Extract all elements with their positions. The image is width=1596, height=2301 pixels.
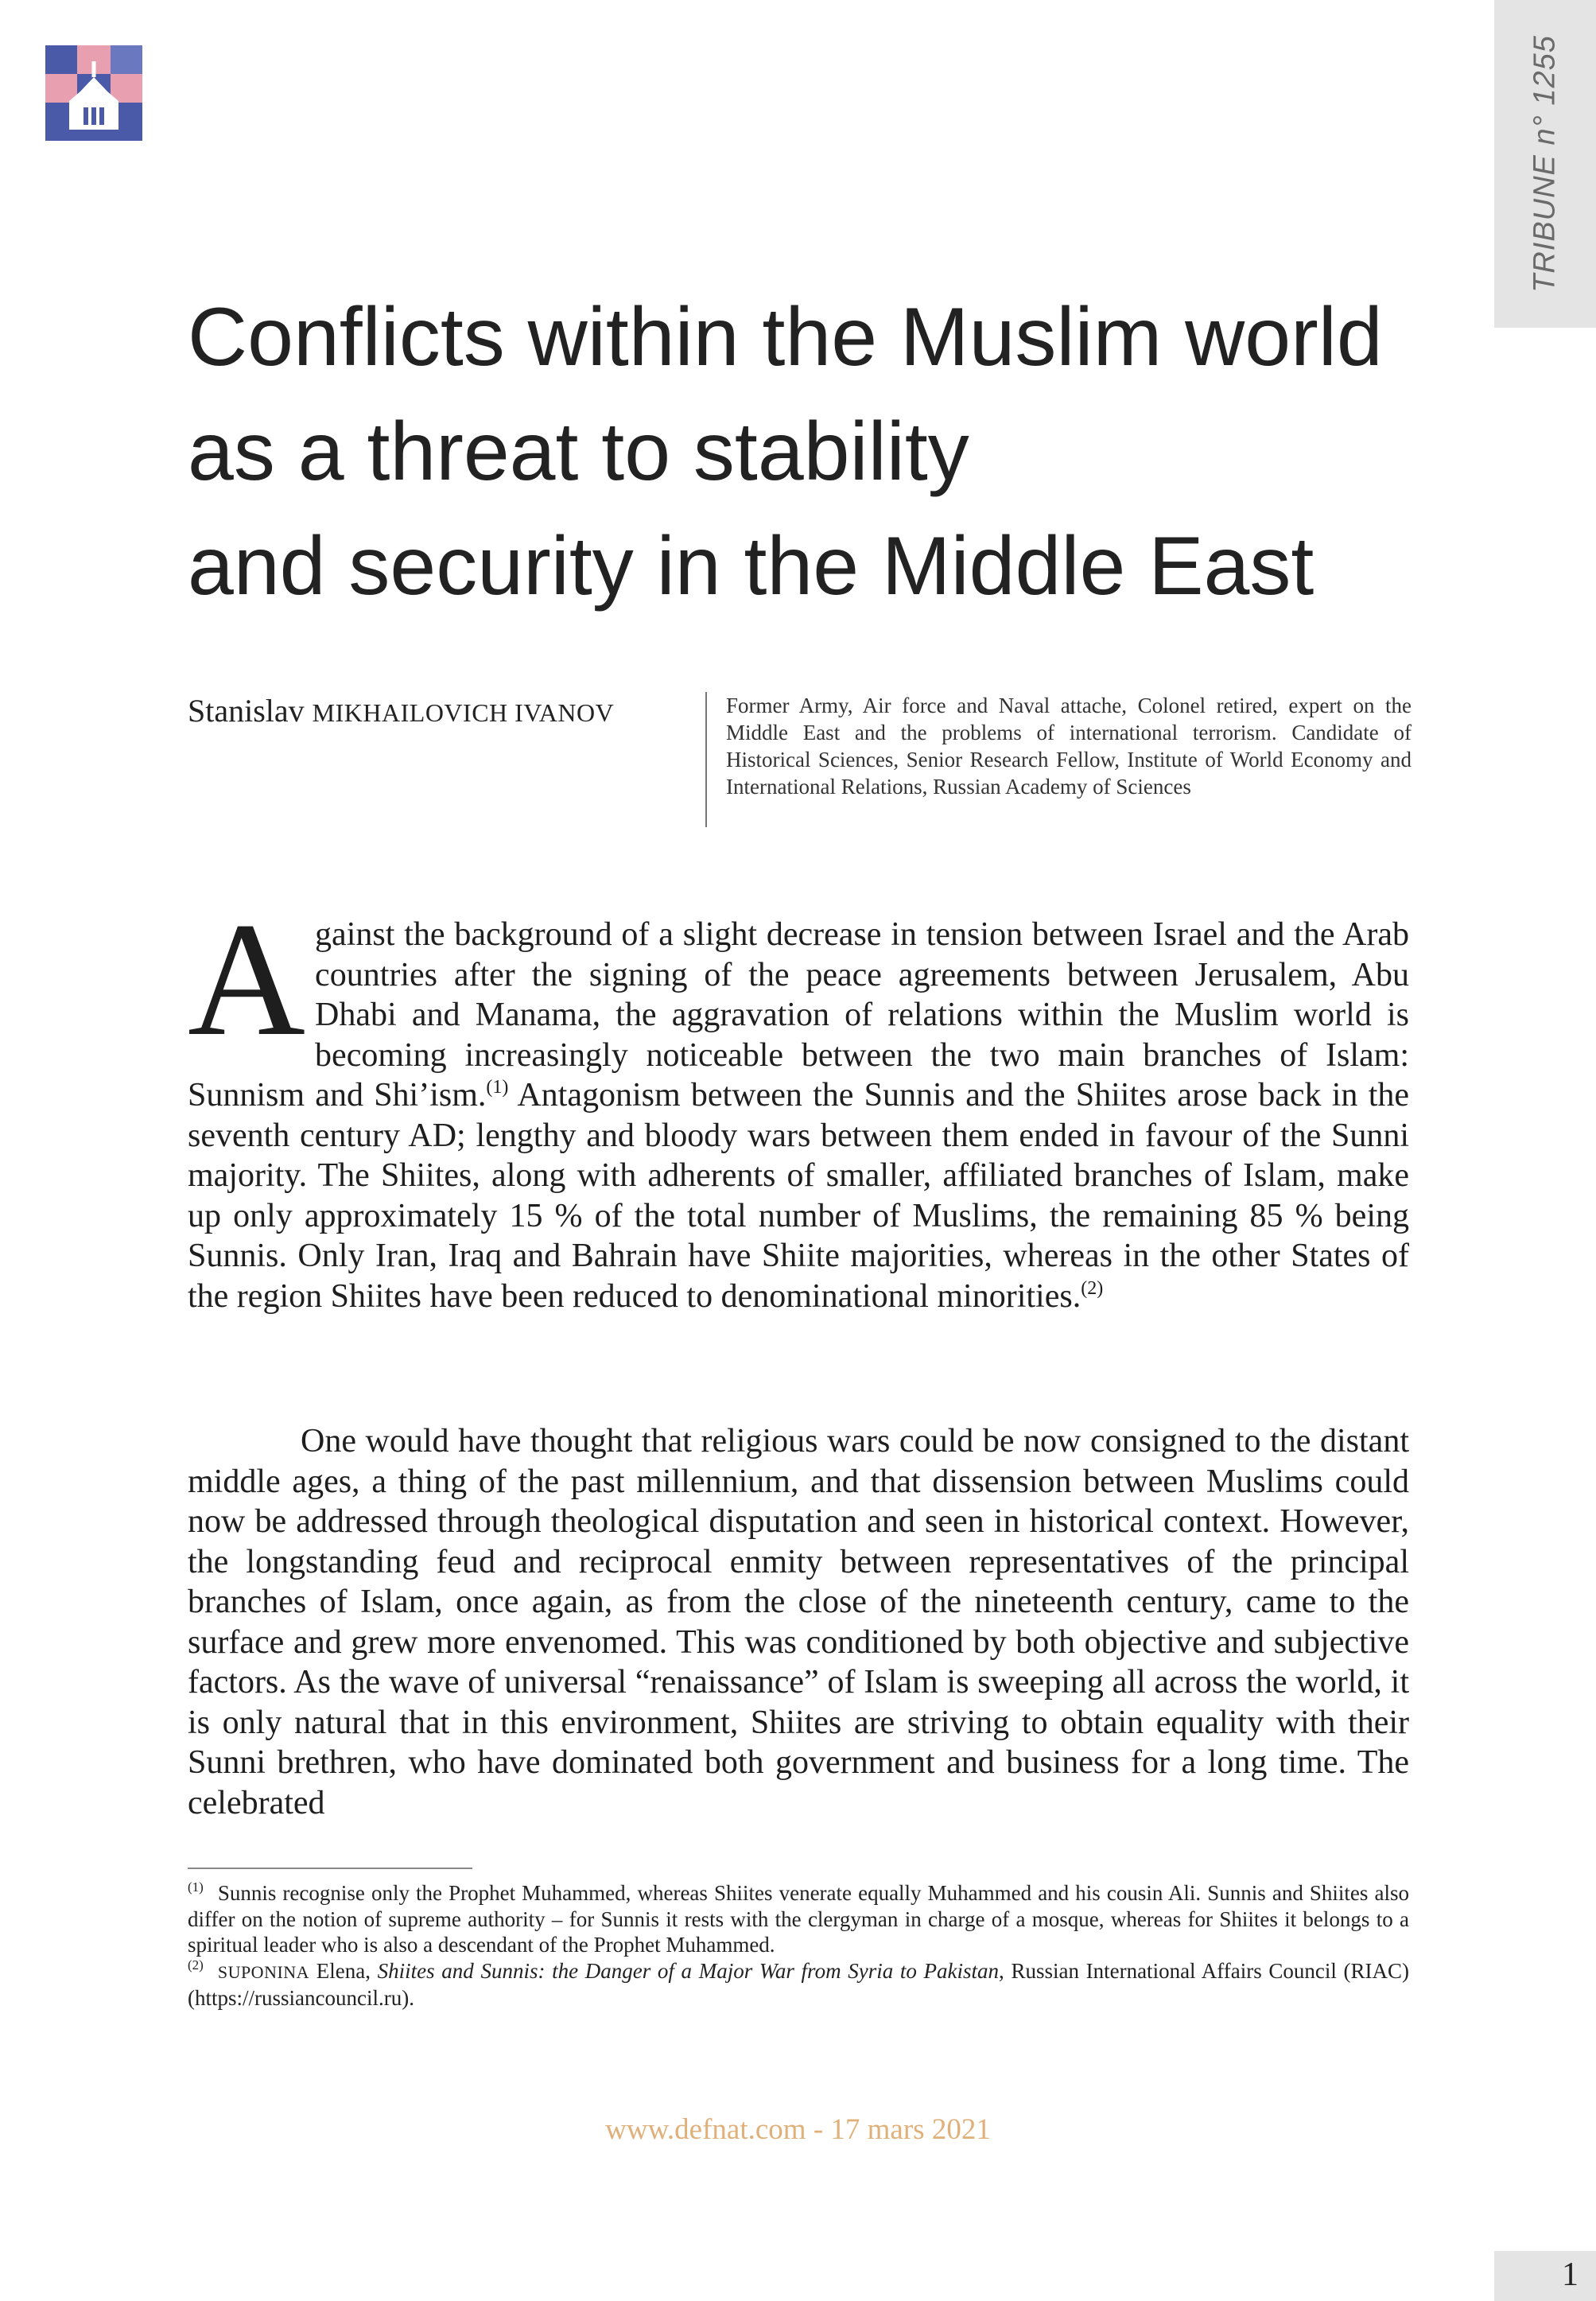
footnote-2: [188, 1958, 1409, 2011]
author-first-name: Stanislav: [188, 693, 305, 729]
footnote-ref-1[interactable]: (1): [486, 1077, 509, 1098]
footnotes: [188, 1880, 1409, 2011]
author-bio: Former Army, Air force and Naval attache, Colonel retired, expert on the Middle East and the problems of international terrorism. Candidate of Historical Sciences, Senior Research Fellow, Institute of World Economy and International Relations, Russian Academy of Sciences: [705, 692, 1412, 827]
footnote-1-marker: (1): [188, 1879, 204, 1895]
tribune-number-label: TRIBUNE n° 1255: [1528, 35, 1562, 293]
body-paragraph-1: [188, 889, 1410, 1316]
author-name: [188, 692, 614, 729]
body-paragraph-2: One would have thought that religious wars could be now consigned to the distant middle ages, a thing of the past millennium, and that dissension between Muslims could now be addressed through theological disputation and seen in historical context. However, the longstanding feud and reciprocal enmity between representatives of the principal branches of Islam, once again, as from the close of the nineteenth century, came to the surface and grew more envenomed. This was conditioned by both objective and subjective factors. As the wave of universal “renaissance” of Islam is sweeping all across the world, it is only natural that in this environment, Shiites are striving to obtain equality with their Sunni brethren, who have dominated both government and business for a long time. The celebrated: [188, 1423, 1409, 1821]
defense-nationale-logo: [45, 45, 142, 141]
article-title: [188, 280, 1428, 624]
paragraph-1-text-b: Antagonism between the Sunnis and the Shiites arose back in the seventh century AD; lengthy and bloody wars between them ended in favour of the Sunni majority. The Shiites, along with adherents of smaller, affiliated branches of Islam, make up only approximately 15 % of the total number of Muslims, the remaining 85 % being Sunnis. Only Iran, Iraq and Bahrain have Shiite majorities, whereas in the other States of the region Shiites have been reduced to denominational minorities.: [188, 1077, 1410, 1315]
paragraph-1-text-a: gainst the background of a slight decrease in tension between Israel and the Arab countries after the signing of the peace agreements between Jerusalem, Abu Dhabi and Manama, the aggravation of relations within the Muslim world is becoming increasingly noticeable between the two main branches of Islam: Sunnism and Shi’ism.: [188, 916, 1409, 1114]
logo-graphic: [45, 45, 142, 141]
author-last-name: MIKHAILOVICH IVANOV: [312, 698, 615, 727]
title-line-3: and security in the Middle East: [188, 520, 1314, 612]
footer-site-date[interactable]: www.defnat.com - 17 mars 2021: [605, 2113, 991, 2146]
tribune-side-tab: [1494, 0, 1596, 328]
footnote-2-rest: , Russian International Affairs Council (RIAC) (https://russiancouncil.ru).: [188, 1958, 1410, 2010]
page-number-box: [1494, 2251, 1596, 2301]
footnote-ref-2[interactable]: (2): [1081, 1277, 1104, 1299]
footnote-2-author: SUPONINA: [217, 1961, 310, 1982]
page-number: 1: [1562, 2256, 1579, 2293]
drop-cap: A: [188, 889, 306, 1070]
footnote-1-text: Sunnis recognise only the Prophet Muhammed, whereas Shiites venerate equally Muhammed and his cousin Ali. Sunnis and Shiites also differ on the notion of supreme authority – for Sunnis it rests with the clergyman in charge of a mosque, whereas for Shiites it belongs to a spiritual leader who is also a descendant of the Prophet Muhammed.: [188, 1881, 1409, 1957]
title-line-1: Conflicts within the Muslim world: [188, 291, 1383, 383]
footnote-2-title: Shiites and Sunnis: the Danger of a Major War from Syria to Pakistan: [377, 1958, 1000, 1983]
title-line-2: as a threat to stability: [188, 406, 969, 498]
footnote-1: [188, 1880, 1409, 1958]
footnote-2-author-first: Elena,: [309, 1958, 378, 1983]
footnote-divider: [188, 1868, 472, 1869]
footnote-2-marker: (2): [188, 1957, 204, 1973]
